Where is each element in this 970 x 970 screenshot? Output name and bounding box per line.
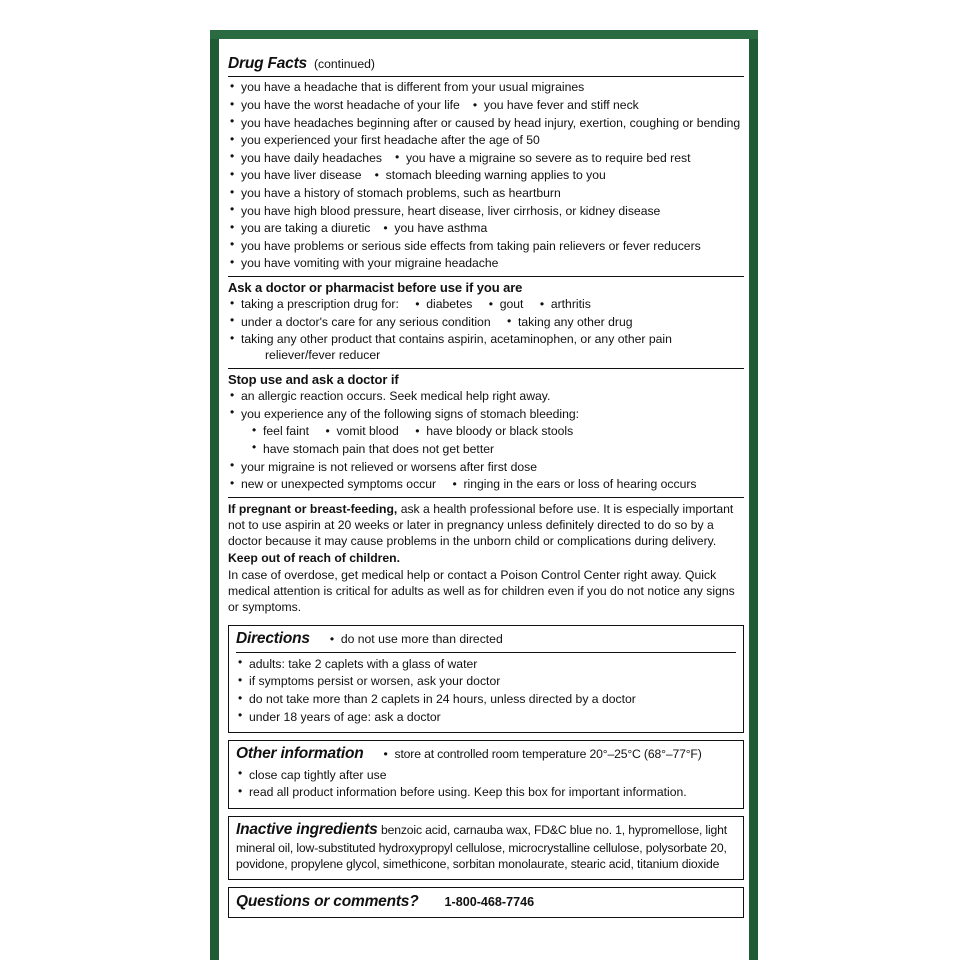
inactive-ingredients-heading: Inactive ingredients — [236, 820, 378, 838]
page-title-suffix: (continued) — [313, 57, 375, 71]
stop-use-list-2 — [228, 459, 744, 493]
list-item: • an allergic reaction occurs. Seek medical help right away. — [228, 388, 744, 404]
inline-bullet-item: • taking any other drug — [504, 314, 633, 330]
list-item: • you have a history of stomach problems, such as heartburn — [228, 185, 744, 201]
list-item: • adults: take 2 caplets with a glass of water — [236, 656, 736, 672]
keep-out-paragraph — [228, 549, 744, 566]
stop-use-section — [228, 369, 744, 497]
other-information-heading-row — [236, 744, 736, 766]
inline-bullet-item: • you have a migraine so severe as to require bed rest — [392, 150, 691, 166]
inactive-ingredients-section — [228, 816, 744, 880]
questions-phone-number[interactable]: 1-800-468-7746 — [444, 894, 535, 909]
inline-bullet-item: • gout — [486, 296, 524, 312]
list-item: • you are taking a diuretic • you have asthma — [228, 220, 744, 236]
other-information-heading: Other information — [236, 745, 364, 763]
questions-heading: Questions or comments? — [236, 892, 419, 910]
list-item: • taking any other product that contains aspirin, acetaminophen, or any other pain reliever/fever reducer — [228, 331, 744, 363]
list-item: • feel faint • vomit blood • have bloody or black stools — [250, 423, 744, 439]
overdose-paragraph: In case of overdose, get medical help or contact a Poison Control Center right away. Quick medical attention is critical for adults as well as for children even if you do not notice any signs or symptoms. — [228, 568, 735, 615]
list-item: • you have a headache that is different from your usual migraines — [228, 79, 744, 95]
other-information-list — [236, 767, 736, 801]
stop-use-list — [228, 388, 744, 422]
inline-bullet-item: • you have asthma — [380, 220, 487, 236]
list-item: • have stomach pain that does not get better — [250, 441, 744, 457]
list-item: • you have problems or serious side effects from taking pain relievers or fever reducers — [228, 238, 744, 254]
keep-out-of-reach-heading: Keep out of reach of children. — [228, 551, 400, 566]
ask-doctor-section — [228, 277, 744, 368]
directions-heading: Directions — [236, 630, 310, 648]
list-item: • you have the worst headache of your life • you have fever and stiff neck — [228, 97, 744, 113]
list-item: • under 18 years of age: ask a doctor — [236, 709, 736, 725]
list-item: • new or unexpected symptoms occur • ringing in the ears or loss of hearing occurs — [228, 476, 744, 492]
list-item: • close cap tightly after use — [236, 767, 736, 783]
inactive-ingredients-text: benzoic acid, carnauba wax, FD&C blue no. 1, hypromellose, light mineral oil, low-substituted hydroxypropyl cellulose, microcrystalline cellulose, polysorbate 20, povidone, propylene glycol, simethicone, sorbitan monolaurate, stearic acid, titanium dioxide — [236, 822, 728, 872]
directions-section — [228, 625, 744, 733]
inline-bullet-item: • ringing in the ears or loss of hearing occurs — [449, 476, 696, 492]
inactive-ingredients-body — [236, 820, 736, 873]
other-information-heading-note: • store at controlled room temperature 20°–25°C (68°–77°F) — [381, 746, 702, 762]
directions-heading-note: • do not use more than directed — [327, 631, 503, 647]
list-item: • you have liver disease • stomach bleeding warning applies to you — [228, 167, 744, 183]
list-item: • under a doctor's care for any serious condition • taking any other drug — [228, 314, 744, 330]
list-item: • you have high blood pressure, heart disease, liver cirrhosis, or kidney disease — [228, 203, 744, 219]
pregnancy-paragraph — [228, 500, 744, 549]
drug-facts-title-row — [228, 52, 744, 76]
inline-bullet-item: • stomach bleeding warning applies to you — [372, 167, 606, 183]
inline-bullet-item: • diabetes — [412, 296, 472, 312]
list-item: • you have headaches beginning after or caused by head injury, exertion, coughing or bending — [228, 115, 744, 131]
questions-section — [228, 887, 744, 918]
list-item: • you have vomiting with your migraine headache — [228, 255, 744, 271]
pregnancy-overdose-section — [228, 498, 744, 619]
ask-doctor-heading: Ask a doctor or pharmacist before use if you are — [228, 279, 523, 295]
stop-use-sublist — [228, 423, 744, 457]
pregnancy-text: ask a health professional before use. It is especially important not to use aspirin at 20 weeks or later in pregnancy unless definitely directed to do so by a doctor because it may cause problems in the unborn child or complications during delivery. — [228, 501, 734, 548]
list-item: • you have daily headaches • you have a migraine so severe as to require bed rest — [228, 150, 744, 166]
inline-bullet-item: • vomit blood — [322, 423, 398, 439]
stop-use-heading: Stop use and ask a doctor if — [228, 372, 399, 388]
inline-bullet-item: • have bloody or black stools — [412, 423, 573, 439]
list-item: • you experience any of the following signs of stomach bleeding: — [228, 406, 744, 422]
list-item: • if symptoms persist or worsen, ask your doctor — [236, 673, 736, 689]
list-item: • your migraine is not relieved or worsens after first dose — [228, 459, 744, 475]
pregnancy-lead: If pregnant or breast-feeding, — [228, 501, 398, 516]
directions-list — [236, 653, 736, 725]
page-title: Drug Facts — [228, 55, 307, 72]
list-item: • you experienced your first headache after the age of 50 — [228, 132, 744, 148]
inline-bullet-item: • arthritis — [537, 296, 591, 312]
list-item: • do not take more than 2 caplets in 24 hours, unless directed by a doctor — [236, 691, 736, 707]
other-information-section — [228, 740, 744, 809]
drug-facts-label — [228, 52, 744, 936]
ask-doctor-item4-line2: reliever/fever reducer — [265, 348, 381, 363]
inline-bullet-item: • you have fever and stiff neck — [470, 97, 639, 113]
warnings-continued-list — [228, 79, 744, 271]
ask-doctor-list — [228, 296, 744, 363]
directions-heading-row — [236, 629, 736, 651]
list-item: • taking a prescription drug for: • diabetes • gout • arthritis — [228, 296, 744, 312]
list-item: • read all product information before using. Keep this box for important information. — [236, 784, 736, 800]
warnings-continued-section — [228, 77, 744, 276]
